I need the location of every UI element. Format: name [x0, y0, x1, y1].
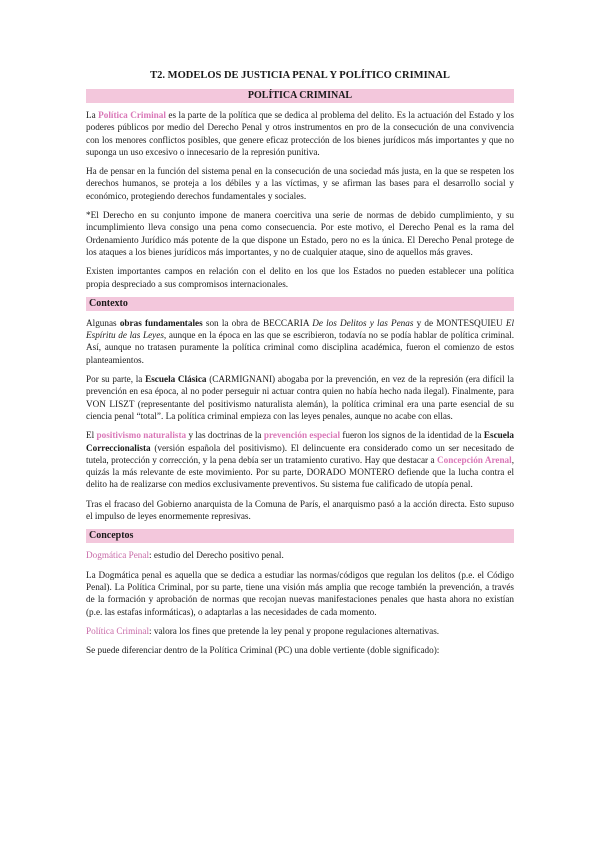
paragraph-escuela-clasica [86, 373, 514, 422]
bold-term: Escuela Clásica [145, 374, 207, 385]
highlight-term: Política Criminal [98, 110, 166, 120]
section-heading-conceptos: Conceptos [86, 529, 514, 543]
highlight-term: Concepción Arenal [436, 454, 512, 465]
text-span: : estudio del Derecho positivo penal. [149, 550, 284, 561]
book-title: De los Delitos y las Penas [312, 317, 414, 328]
book-title: El Espíritu de las Leyes [86, 317, 514, 341]
section-heading-politica-criminal: POLÍTICA CRIMINAL [86, 89, 514, 103]
section-heading-contexto: Contexto [86, 297, 514, 311]
text-span: y de MONTESQUIEU [413, 317, 506, 328]
highlight-term: prevención especial [263, 430, 340, 441]
paragraph: Se puede diferenciar dentro de la Política Criminal (PC) una doble vertiente (doble significado): [86, 645, 440, 656]
paragraph-definition [86, 109, 514, 158]
text-span: Algunas [86, 317, 120, 328]
paragraph: Ha de pensar en la función del sistema penal en la consecución de una sociedad más justa, en la que se respeten los derechos humanos, se proteja a los débiles y a las víctimas, y se afirman las bases para el desarrollo social y económico, protegiendo derechos fundamentales y sociales. [86, 166, 514, 201]
paragraph: Tras el fracaso del Gobierno anarquista de la Comuna de París, el anarquismo pasó a la acción directa. Esto supuso el impulso de leyes enormemente represivas. [86, 498, 514, 522]
highlight-term: Política Criminal [86, 625, 150, 636]
highlight-term: positivismo naturalista [96, 430, 187, 441]
text-span: Por su parte, la [86, 374, 146, 385]
paragraph: *El Derecho en su conjunto impone de manera coercitiva una serie de normas de debido cumplimiento, y su incumplimiento lleva consigo una pena como consecuencia. Por este motivo, el Derecho Penal es la rama del Ordenamiento Jurídico más potente de la que dispone un Estado, pero no es la única. El Derecho Penal protege de los ataques a los bienes jurídicos más importantes, y no de cualquier ataque, sino de aquellos más graves. [86, 210, 514, 257]
paragraph-positivismo [86, 429, 514, 490]
paragraph-dogmatica-def [86, 549, 514, 561]
paragraph-obras [86, 317, 514, 366]
document-title: T2. MODELOS DE JUSTICIA PENAL Y POLÍTICO CRIMINAL [150, 70, 450, 81]
text-span: y las doctrinas de la [186, 430, 264, 441]
text-span: es la parte de la política que se dedica al problema del delito. Es la actuación del Estado y los poderes públicos por medio del Derecho Penal y otros instrumentos en pro de la consecución de una convivencia con los menores conflictos posibles, que genere eficaz protección de los bienes jurídicos más importantes y que no suponga un uso excesivo o innecesario de la represión punitiva. [86, 110, 514, 157]
text-span: son la obra de BECCARIA [202, 317, 313, 328]
paragraph: La Dogmática penal es aquella que se dedica a estudiar las normas/códigos que regulan los delitos (p.e. el Código Penal). La Política Criminal, por su parte, tiene una visión más amplia que recoge también la prevención, a través de la formación y aprobación de normas que recojan nuevas manifestaciones penales que hasta ahora no existían (p.e. las estafas informáticas), o adaptarlas a las necesidades de cada momento. [86, 569, 514, 617]
text-span: (versión española del positivismo). El delincuente era considerado como un ser necesitado de tutela, protección y corrección, y la pena debía ser un tratamiento curativo. Hay que destacar a [86, 442, 514, 465]
text-span: El [86, 430, 97, 441]
bold-term: obras fundamentales [119, 317, 203, 328]
text-span: , aunque en la época en las que se escribieron, todavía no se podía hablar de política criminal. Así, aunque no tratasen puramente la política criminal como disciplina académica, fueron el comienzo de estos planteamientos. [86, 330, 514, 365]
text-span: , quizás la más relevante de este movimiento. Por su parte, DORADO MONTERO defiende que la lucha contra el delito ha de realizarse con medios exclusivamente preventivos. Su sistema fue calificado de utopía penal. [86, 454, 514, 490]
text-span: fueron los signos de la identidad de la [340, 430, 484, 441]
paragraph: Existen importantes campos en relación con el delito en los que los Estados no pueden establecer una política propia despreciado a sus compromisos internacionales. [86, 266, 514, 289]
text-span: (CARMIGNANI) abogaba por la prevención, en vez de la represión (era difícil la prevención en esa época, al no poder perseguir ni actuar contra quien no había hecho nada ilegal). Finalmente, para VON LISZT (representante del positivismo naturalista alemán), la política criminal era una parte esencial de su ciencia penal “total”. La política criminal empieza con las leyes penales, aunque no acabe con ellas. [86, 374, 514, 421]
text-span: La [86, 110, 99, 120]
paragraph-politica-def [86, 625, 514, 637]
text-span: : valora los fines que pretende la ley penal y propone regulaciones alternativas. [149, 625, 440, 636]
document-body [86, 70, 514, 663]
highlight-term: Dogmática Penal [86, 550, 150, 561]
bold-term: Escuela Correccionalista [86, 430, 515, 453]
